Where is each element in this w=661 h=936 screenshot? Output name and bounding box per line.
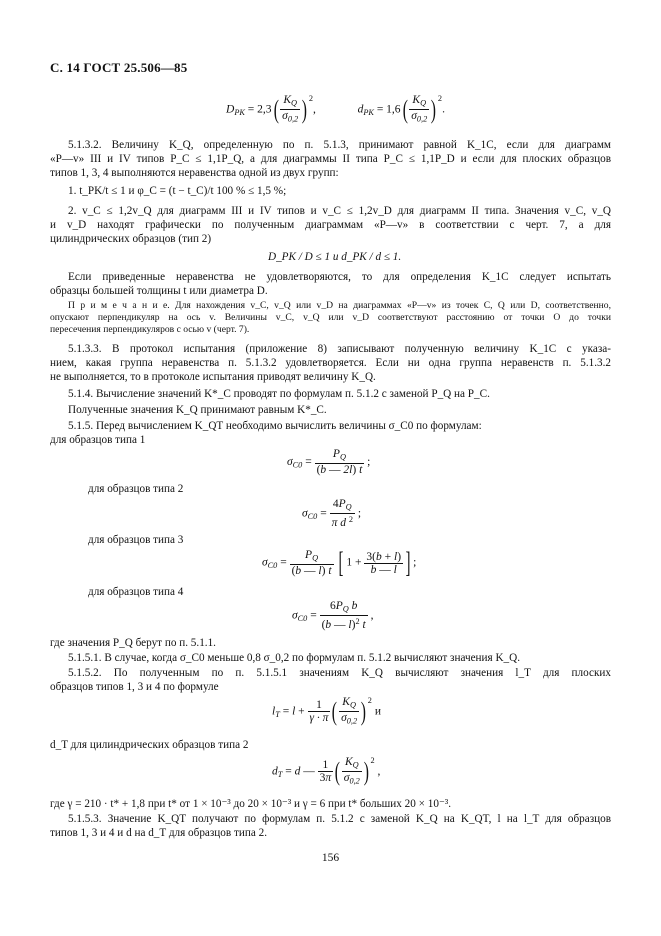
group2-line1: 2. v_C ≤ 1,2v_Q для диаграмм III и IV типов и v_C ≤ 1,2v_D для диаграмм II типа. Значения v_C, v_Q [68, 205, 611, 217]
para-5132-line3: типов 1, 3, 4 выполняются неравенства одной из двух групп: [50, 167, 339, 179]
para-5151: 5.1.5.1. В случае, когда σ_C0 меньше 0,8 σ_0,2 по формулам п. 5.1.2 вычисляют значения K_Q. [68, 652, 521, 664]
para-514: 5.1.4. Вычисление значений K*_C проводят по формулам п. 5.1.2 с заменой P_Q на P_C. [68, 388, 490, 400]
para-5132-line2: «P—v» III и IV типов P_C ≤ 1,1P_Q, а для диаграммы II типа P_C ≤ 1,1P_D и если для плоских образцов [50, 153, 611, 165]
formula-sigma-type2: $\sigma_{C0}$ = $\frac{4P_Q}{\pi d ^2}$ ; [302, 498, 362, 530]
para-515: 5.1.5. Перед вычислением K_QT необходимо вычислить величины σ_C0 по формулам: [68, 420, 482, 432]
page-number: 156 [321, 852, 340, 864]
group1: 1. t_PK/t ≤ 1 и φ_C = (t − t_C)/t 100 % ≤ 1,5 %; [68, 185, 287, 197]
formula-sigma-type1: $\sigma_{C0}$ = $\frac{P_Q}{(b — 2l) t}$ ; [287, 448, 371, 477]
formula-dpk: $D_{PK} = 2,3$( $\frac{K_Q}{\sigma_{0,2}}$ ) $^2$, $d_{PK} = 1,6$( $\frac{K_Q}{\sigma_{0,2}}$ ) $^2$. [226, 94, 445, 124]
gamma-definition: где γ = 210 · t* + 1,8 при t* от 1 × 10⁻³ до 20 × 10⁻³ и γ = 6 при t* больших 20 × 10⁻³. [50, 798, 452, 810]
if-line1: Если приведенные неравенства не удовлетворяются, то для определения K_1C следует испытать [68, 271, 611, 283]
if-line2: образцы большей толщины t или диаметра D. [50, 285, 268, 297]
para-5153-line2: типов 1, 3 и 4 и d на d_T для образцов типа 2. [50, 827, 267, 839]
type4-label: для образцов типа 4 [88, 586, 184, 598]
group2-line3: цилиндрических образцов (тип 2) [50, 233, 212, 245]
formula-sigma-type4: $\sigma_{C0}$ = $\frac{6P_Q b}{(b — l)^2 t}$ , [292, 600, 374, 632]
type1-label: для образцов типа 1 [50, 434, 146, 446]
note-line2: опускают перпендикуляр на ось v. Величины v_C, v_Q или v_D соответствуют расстоянию от точки O до точки [50, 312, 611, 323]
note-line1: П р и м е ч а н и е. Для нахождения v_C, v_Q или v_D на диаграммах «P—v» из точек C, Q или D, соответственно, [68, 300, 611, 311]
type3-label: для образцов типа 3 [88, 534, 184, 546]
para-5133-line1: 5.1.3.3. В протокол испытания (приложение 8) записывают полученную величину K_1C с указа- [68, 343, 611, 355]
formula-sigma-type3: $\sigma_{C0}$ = $\frac{P_Q}{(b — l) t}$ [ 1 + $\frac{3(b + l)}{b — l}$ ] ; [262, 546, 417, 579]
inequality-dpk: D_PK / D ≤ 1 и d_PK / d ≤ 1. [268, 251, 402, 263]
group2-line2: и v_D находят графически по полученным диаграммам «P—v» в соответствии с черт. 7, а для [50, 219, 611, 231]
formula-lt: $l_T = l$ + $\frac{1}{\gamma \cdot \pi}$ ( $\frac{K_Q}{\sigma_{0,2}}$ ) $^2$ и [272, 696, 381, 726]
page-header: С. 14 ГОСТ 25.506—85 [50, 60, 188, 75]
formula-dt: $d_T = d$ — $\frac{1}{3\pi}$ ( $\frac{K_Q}{\sigma_{0,2}}$ ) $^2$ , [272, 756, 381, 786]
para-514b: Полученные значения K_Q принимают равным K*_C. [68, 404, 327, 416]
para-5152-line1: 5.1.5.2. По полученным по п. 5.1.5.1 значениям K_Q вычисляют значения l_T для плоских [68, 667, 611, 679]
para-5153-line1: 5.1.5.3. Значение K_QT получают по формулам п. 5.1.2 с заменой K_Q на K_QT, l на l_T для образцов [68, 813, 611, 825]
type2-label: для образцов типа 2 [88, 483, 184, 495]
note-line3: пересечения перпендикуляров с осью v (черт. 7). [50, 324, 250, 335]
para-5133-line2: нием, какая группа неравенства п. 5.1.3.2 удовлетворяется. Если ни одна группа неравенств п. 5.1.3.2 [50, 357, 611, 369]
where-pq: где значения P_Q берут по п. 5.1.1. [50, 637, 216, 649]
para-5133-line3: не выполняется, то в протоколе испытания приводят величину K_Q. [50, 371, 376, 383]
dT-label: d_T для цилиндрических образцов типа 2 [50, 739, 249, 751]
para-5152-line2: образцов типов 1, 3 и 4 по формуле [50, 681, 219, 693]
para-5132-line1: 5.1.3.2. Величину K_Q, определенную по п. 5.1.3, принимают равной K_1C, если для диаграмм [68, 139, 611, 151]
